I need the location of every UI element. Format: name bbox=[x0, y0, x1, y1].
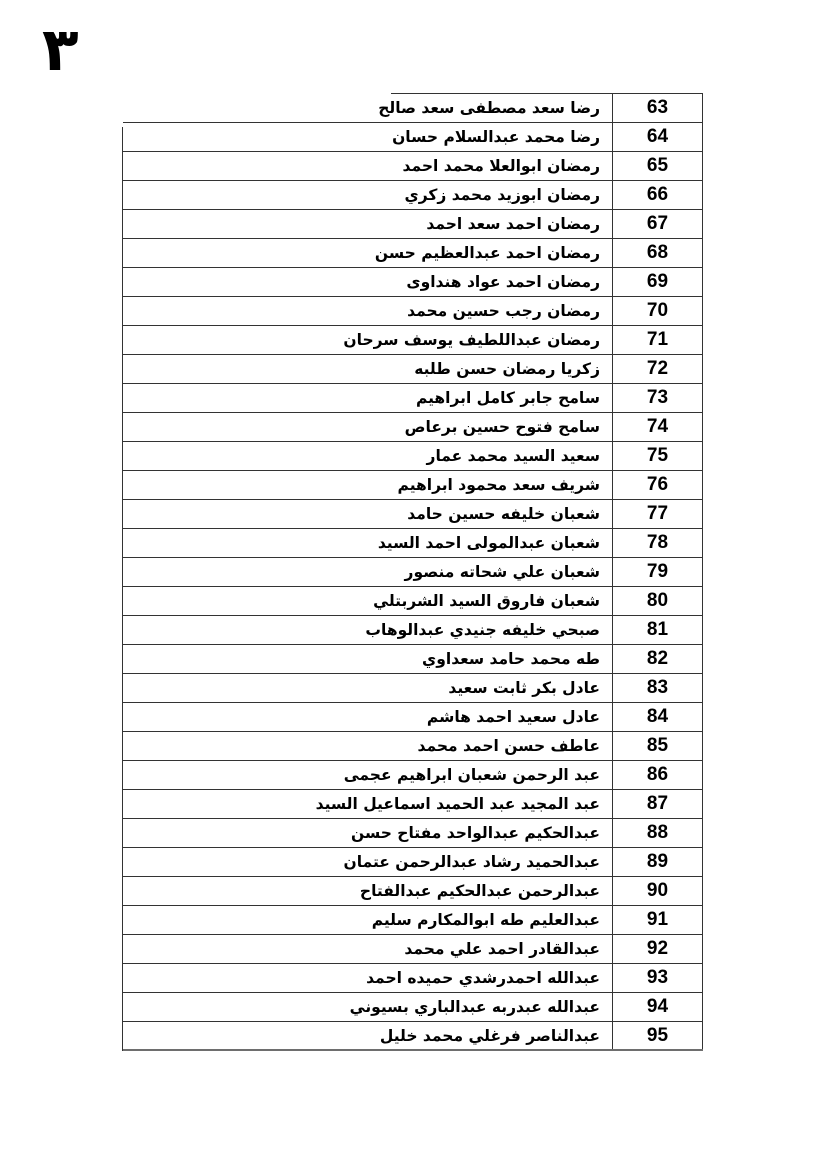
name-cell: عبد الرحمن شعبان ابراهيم عجمى bbox=[343, 766, 600, 784]
table-row bbox=[123, 152, 703, 181]
name-cell: زكريا رمضان حسن طلبه bbox=[414, 360, 600, 378]
rank-number-cell: 91 bbox=[612, 906, 703, 934]
name-cell: رمضان رجب حسين محمد bbox=[407, 302, 600, 320]
rank-number-cell: 94 bbox=[612, 993, 703, 1021]
name-cell: عبدالله عبدربه عبدالباري بسيوني bbox=[349, 998, 600, 1016]
name-cell: عبدالناصر فرغلي محمد خليل bbox=[379, 1027, 600, 1045]
name-cell: عاطف حسن احمد محمد bbox=[417, 737, 600, 755]
rank-number-cell: 69 bbox=[612, 268, 703, 296]
rank-number-cell: 82 bbox=[612, 645, 703, 673]
rank-number-cell: 77 bbox=[612, 500, 703, 528]
rank-number-cell: 73 bbox=[612, 384, 703, 412]
table-row bbox=[123, 123, 703, 152]
rank-number-cell: 79 bbox=[612, 558, 703, 586]
rank-number-cell: 89 bbox=[612, 848, 703, 876]
rank-number-cell: 66 bbox=[612, 181, 703, 209]
rank-number-cell: 80 bbox=[612, 587, 703, 615]
rank-number-cell: 87 bbox=[612, 790, 703, 818]
table-row bbox=[123, 181, 703, 210]
table-row bbox=[123, 993, 703, 1022]
table-row bbox=[123, 297, 703, 326]
rank-number-cell: 63 bbox=[612, 94, 703, 122]
rank-number-cell: 83 bbox=[612, 674, 703, 702]
table-row bbox=[123, 94, 703, 123]
rank-number-cell: 86 bbox=[612, 761, 703, 789]
rank-number-cell: 81 bbox=[612, 616, 703, 644]
name-cell: رضا محمد عبدالسلام حسان bbox=[392, 128, 600, 146]
table-row bbox=[123, 355, 703, 384]
table-row bbox=[123, 500, 703, 529]
table-row bbox=[123, 819, 703, 848]
table-row bbox=[123, 964, 703, 993]
name-cell: شعبان عبدالمولى احمد السيد bbox=[377, 534, 600, 552]
rank-number-cell: 92 bbox=[612, 935, 703, 963]
rank-number-cell: 70 bbox=[612, 297, 703, 325]
rank-number-cell: 75 bbox=[612, 442, 703, 470]
table-row bbox=[123, 558, 703, 587]
name-cell: عبدالرحمن عبدالحكيم عبدالفتاح bbox=[359, 882, 600, 900]
table-left-border bbox=[122, 127, 123, 1051]
table-row bbox=[123, 587, 703, 616]
table-row bbox=[123, 210, 703, 239]
name-cell: سامح جابر كامل ابراهيم bbox=[415, 389, 600, 407]
table-row bbox=[123, 877, 703, 906]
page-number: ٣ bbox=[42, 15, 79, 85]
table-row bbox=[123, 645, 703, 674]
rank-number-cell: 85 bbox=[612, 732, 703, 760]
rank-number-cell: 95 bbox=[612, 1022, 703, 1049]
name-cell: رمضان ابوالعلا محمد احمد bbox=[402, 157, 600, 175]
name-cell: شعبان خليفه حسين حامد bbox=[407, 505, 600, 523]
rank-number-cell: 76 bbox=[612, 471, 703, 499]
table-row bbox=[123, 413, 703, 442]
table-row bbox=[123, 703, 703, 732]
name-cell: رمضان احمد عبدالعظيم حسن bbox=[374, 244, 600, 262]
name-cell: شريف سعد محمود ابراهيم bbox=[397, 476, 600, 494]
rank-number-cell: 93 bbox=[612, 964, 703, 992]
name-cell: صبحي خليفه جنيدي عبدالوهاب bbox=[365, 621, 600, 639]
table-row bbox=[123, 790, 703, 819]
table-row bbox=[123, 674, 703, 703]
name-cell: شعبان علي شحاته منصور bbox=[404, 563, 600, 581]
rank-number-cell: 65 bbox=[612, 152, 703, 180]
table-row bbox=[123, 268, 703, 297]
name-cell: عبدالحكيم عبدالواحد مفتاح حسن bbox=[351, 824, 600, 842]
name-cell: عادل بكر ثابت سعيد bbox=[448, 679, 600, 697]
name-cell: رمضان ابوزيد محمد زكري bbox=[404, 186, 600, 204]
name-cell: رمضان احمد سعد احمد bbox=[426, 215, 600, 233]
table-row bbox=[123, 326, 703, 355]
rank-number-cell: 90 bbox=[612, 877, 703, 905]
table-top-border bbox=[391, 93, 703, 94]
rank-number-cell: 84 bbox=[612, 703, 703, 731]
table-row bbox=[123, 1022, 703, 1051]
name-cell: رضا سعد مصطفى سعد صالح bbox=[378, 99, 600, 117]
name-cell: عبدالله احمدرشدي حميده احمد bbox=[366, 969, 600, 987]
rank-number-cell: 88 bbox=[612, 819, 703, 847]
table-row bbox=[123, 906, 703, 935]
table-row bbox=[123, 529, 703, 558]
name-cell: سعيد السيد محمد عمار bbox=[426, 447, 600, 465]
name-cell: عبدالحميد رشاد عبدالرحمن عتمان bbox=[343, 853, 600, 871]
roster-table bbox=[123, 94, 703, 1051]
rank-number-cell: 71 bbox=[612, 326, 703, 354]
name-cell: عبدالقادر احمد علي محمد bbox=[404, 940, 600, 958]
table-row bbox=[123, 442, 703, 471]
table-row bbox=[123, 616, 703, 645]
name-cell: طه محمد حامد سعداوي bbox=[422, 650, 600, 668]
rank-number-cell: 78 bbox=[612, 529, 703, 557]
table-row bbox=[123, 761, 703, 790]
name-cell: رمضان احمد عواد هنداوى bbox=[406, 273, 600, 291]
table-row bbox=[123, 239, 703, 268]
rank-number-cell: 67 bbox=[612, 210, 703, 238]
rank-number-cell: 68 bbox=[612, 239, 703, 267]
table-row bbox=[123, 384, 703, 413]
name-cell: سامح فتوح حسين برعاص bbox=[404, 418, 600, 436]
rank-number-cell: 64 bbox=[612, 123, 703, 151]
name-cell: عبد المجيد عبد الحميد اسماعيل السيد bbox=[315, 795, 600, 813]
table-row bbox=[123, 732, 703, 761]
table-row bbox=[123, 848, 703, 877]
name-cell: شعبان فاروق السيد الشربتلي bbox=[373, 592, 600, 610]
name-cell: عادل سعيد احمد هاشم bbox=[426, 708, 600, 726]
rank-number-cell: 72 bbox=[612, 355, 703, 383]
table-row bbox=[123, 471, 703, 500]
name-cell: رمضان عبداللطيف يوسف سرحان bbox=[343, 331, 600, 349]
table-row bbox=[123, 935, 703, 964]
name-cell: عبدالعليم طه ابوالمكارم سليم bbox=[371, 911, 600, 929]
rank-number-cell: 74 bbox=[612, 413, 703, 441]
